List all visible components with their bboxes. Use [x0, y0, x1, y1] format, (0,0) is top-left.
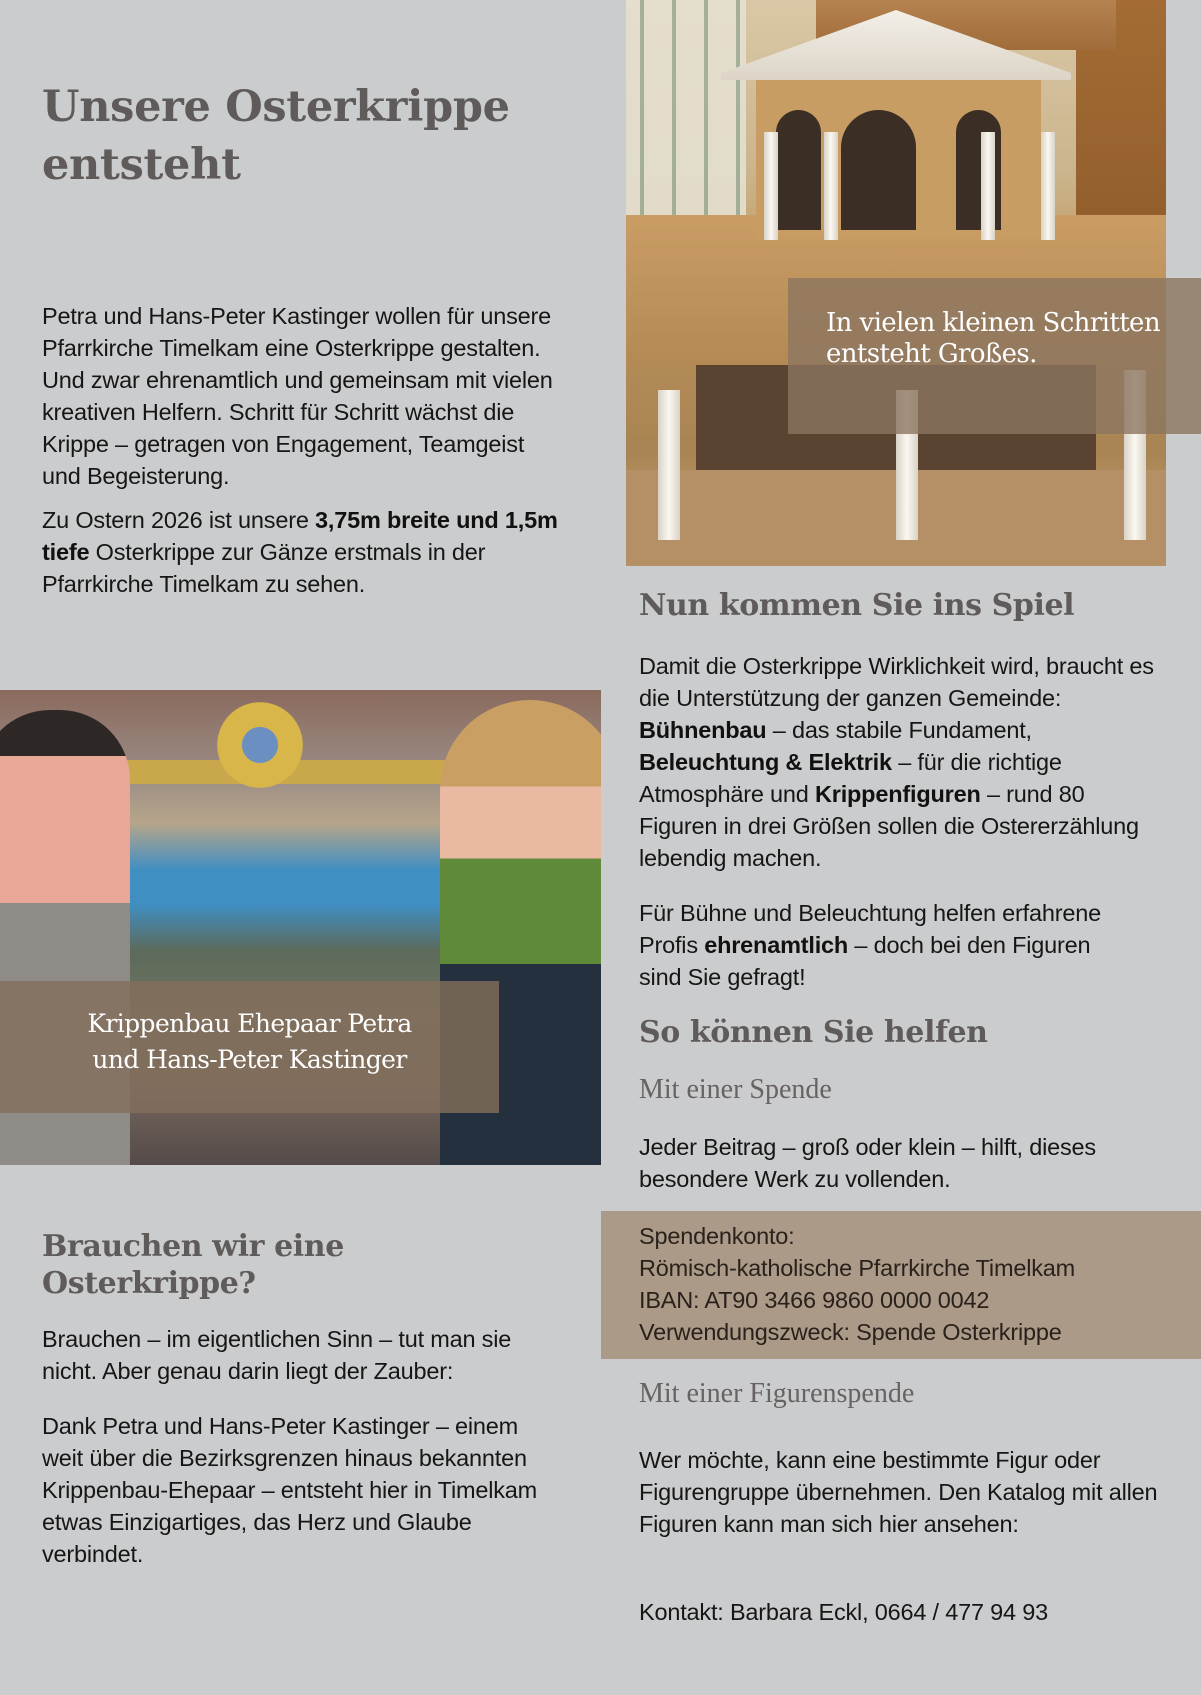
page-title-line1: Unsere Osterkrippe [42, 82, 510, 132]
account-holder[interactable]: Römisch-katholische Pfarrkirche Timelkam [639, 1255, 1076, 1281]
figure-donation-subheading: Mit einer Figurenspende [639, 1378, 915, 1409]
intro-paragraph-1: Petra und Hans-Peter Kastinger wollen für unsere Pfarrkirche Timelkam eine Osterkrippe gestalten. Und zwar ehrenamtlich und gemeinsam mit vielen kreativen Helfern. Schritt für Schritt wächst die Krippe – getragen von Engagement, Teamgeist und Begeisterung. [42, 303, 553, 489]
crib-arch [776, 110, 821, 230]
donation-subheading: Mit einer Spende [639, 1074, 832, 1105]
intro-paragraph-2 [42, 504, 562, 600]
you-p1-lighting: Beleuchtung & Elektrik [639, 749, 892, 775]
you-paragraph-2 [639, 897, 1119, 993]
crib-arch [841, 110, 916, 230]
column [1041, 132, 1055, 240]
you-p1-text: – rund 80 Figuren in drei Größen sollen die Ostererzählung lebendig machen. [639, 781, 1139, 871]
account-purpose[interactable]: Verwendungszweck: Spende Osterkrippe [639, 1319, 1062, 1345]
couple-caption [0, 1006, 499, 1078]
you-p1-text: – für die richtige Atmosphäre und [639, 749, 1062, 807]
donation-text: Jeder Beitrag – groß oder klein – hilft, dieses besondere Werk zu vollenden. [639, 1134, 1096, 1192]
need-heading [42, 1228, 542, 1302]
couple-caption-line2: und Hans-Peter Kastinger [92, 1045, 407, 1074]
page-title-line2: entsteht [42, 140, 241, 190]
column [981, 132, 995, 240]
column [764, 132, 778, 240]
intro-p2-text: Zu Ostern 2026 ist unsere [42, 507, 316, 533]
account-iban[interactable]: IBAN: AT90 3466 9860 0000 0042 [639, 1287, 990, 1313]
couple-caption-line1: Krippenbau Ehepaar Petra [87, 1009, 412, 1038]
column [824, 132, 838, 240]
you-p1-stage: Bühnenbau [639, 717, 767, 743]
help-heading: So können Sie helfen [639, 1015, 988, 1050]
need-section [42, 1323, 562, 1570]
intro-p2-dimensions: 3,75m breite und 1,5m tiefe [42, 507, 558, 565]
you-p2-volunteer: ehrenamtlich [704, 932, 849, 958]
contact-info[interactable]: Kontakt: Barbara Eckl, 0664 / 477 94 93 [639, 1599, 1048, 1625]
you-p1-figures: Krippenfiguren [814, 781, 981, 807]
need-paragraph-2: Dank Petra und Hans-Peter Kastinger – einem weit über die Bezirksgrenzen hinaus bekannten Krippenbau-Ehepaar – entsteht hier in Timelkam etwas Einzigartiges, das Herz und Glaube verbindet. [42, 1413, 538, 1567]
need-heading-line1: Brauchen wir eine [42, 1229, 344, 1264]
crib-caption: In vielen kleinen Schritten entsteht Großes. [826, 308, 1160, 369]
you-p2-text: Für Bühne und Beleuchtung helfen erfahrene Profis [639, 900, 1101, 958]
intro-p2-text-end: Osterkrippe zur Gänze erstmals in der Pfarrkirche Timelkam zu sehen. [42, 539, 486, 597]
you-p1-text: Damit die Osterkrippe Wirklichkeit wird, braucht es die Unterstützung der ganzen Gemeinde: [639, 653, 1154, 711]
you-p1-text: – das stabile Fundament, [766, 717, 1032, 743]
account-label: Spendenkonto: [639, 1223, 795, 1249]
donation-account-box [601, 1211, 1201, 1359]
figure-donation-text: Wer möchte, kann eine bestimmte Figur oder Figurengruppe übernehmen. Den Katalog mit allen Figuren kann man sich hier ansehen: [639, 1447, 1158, 1537]
you-heading: Nun kommen Sie ins Spiel [639, 588, 1075, 623]
page-title [42, 78, 582, 194]
you-section [639, 650, 1164, 993]
need-paragraph-1: Brauchen – im eigentlichen Sinn – tut man sie nicht. Aber genau darin liegt der Zauber: [42, 1326, 512, 1384]
altar-ornament [210, 695, 310, 795]
need-heading-line2: Osterkrippe? [42, 1266, 256, 1301]
you-p2-text: – doch bei den Figuren sind Sie gefragt! [639, 932, 1091, 990]
column [658, 390, 680, 540]
you-paragraph-1 [639, 650, 1164, 874]
intro-section [42, 300, 562, 600]
